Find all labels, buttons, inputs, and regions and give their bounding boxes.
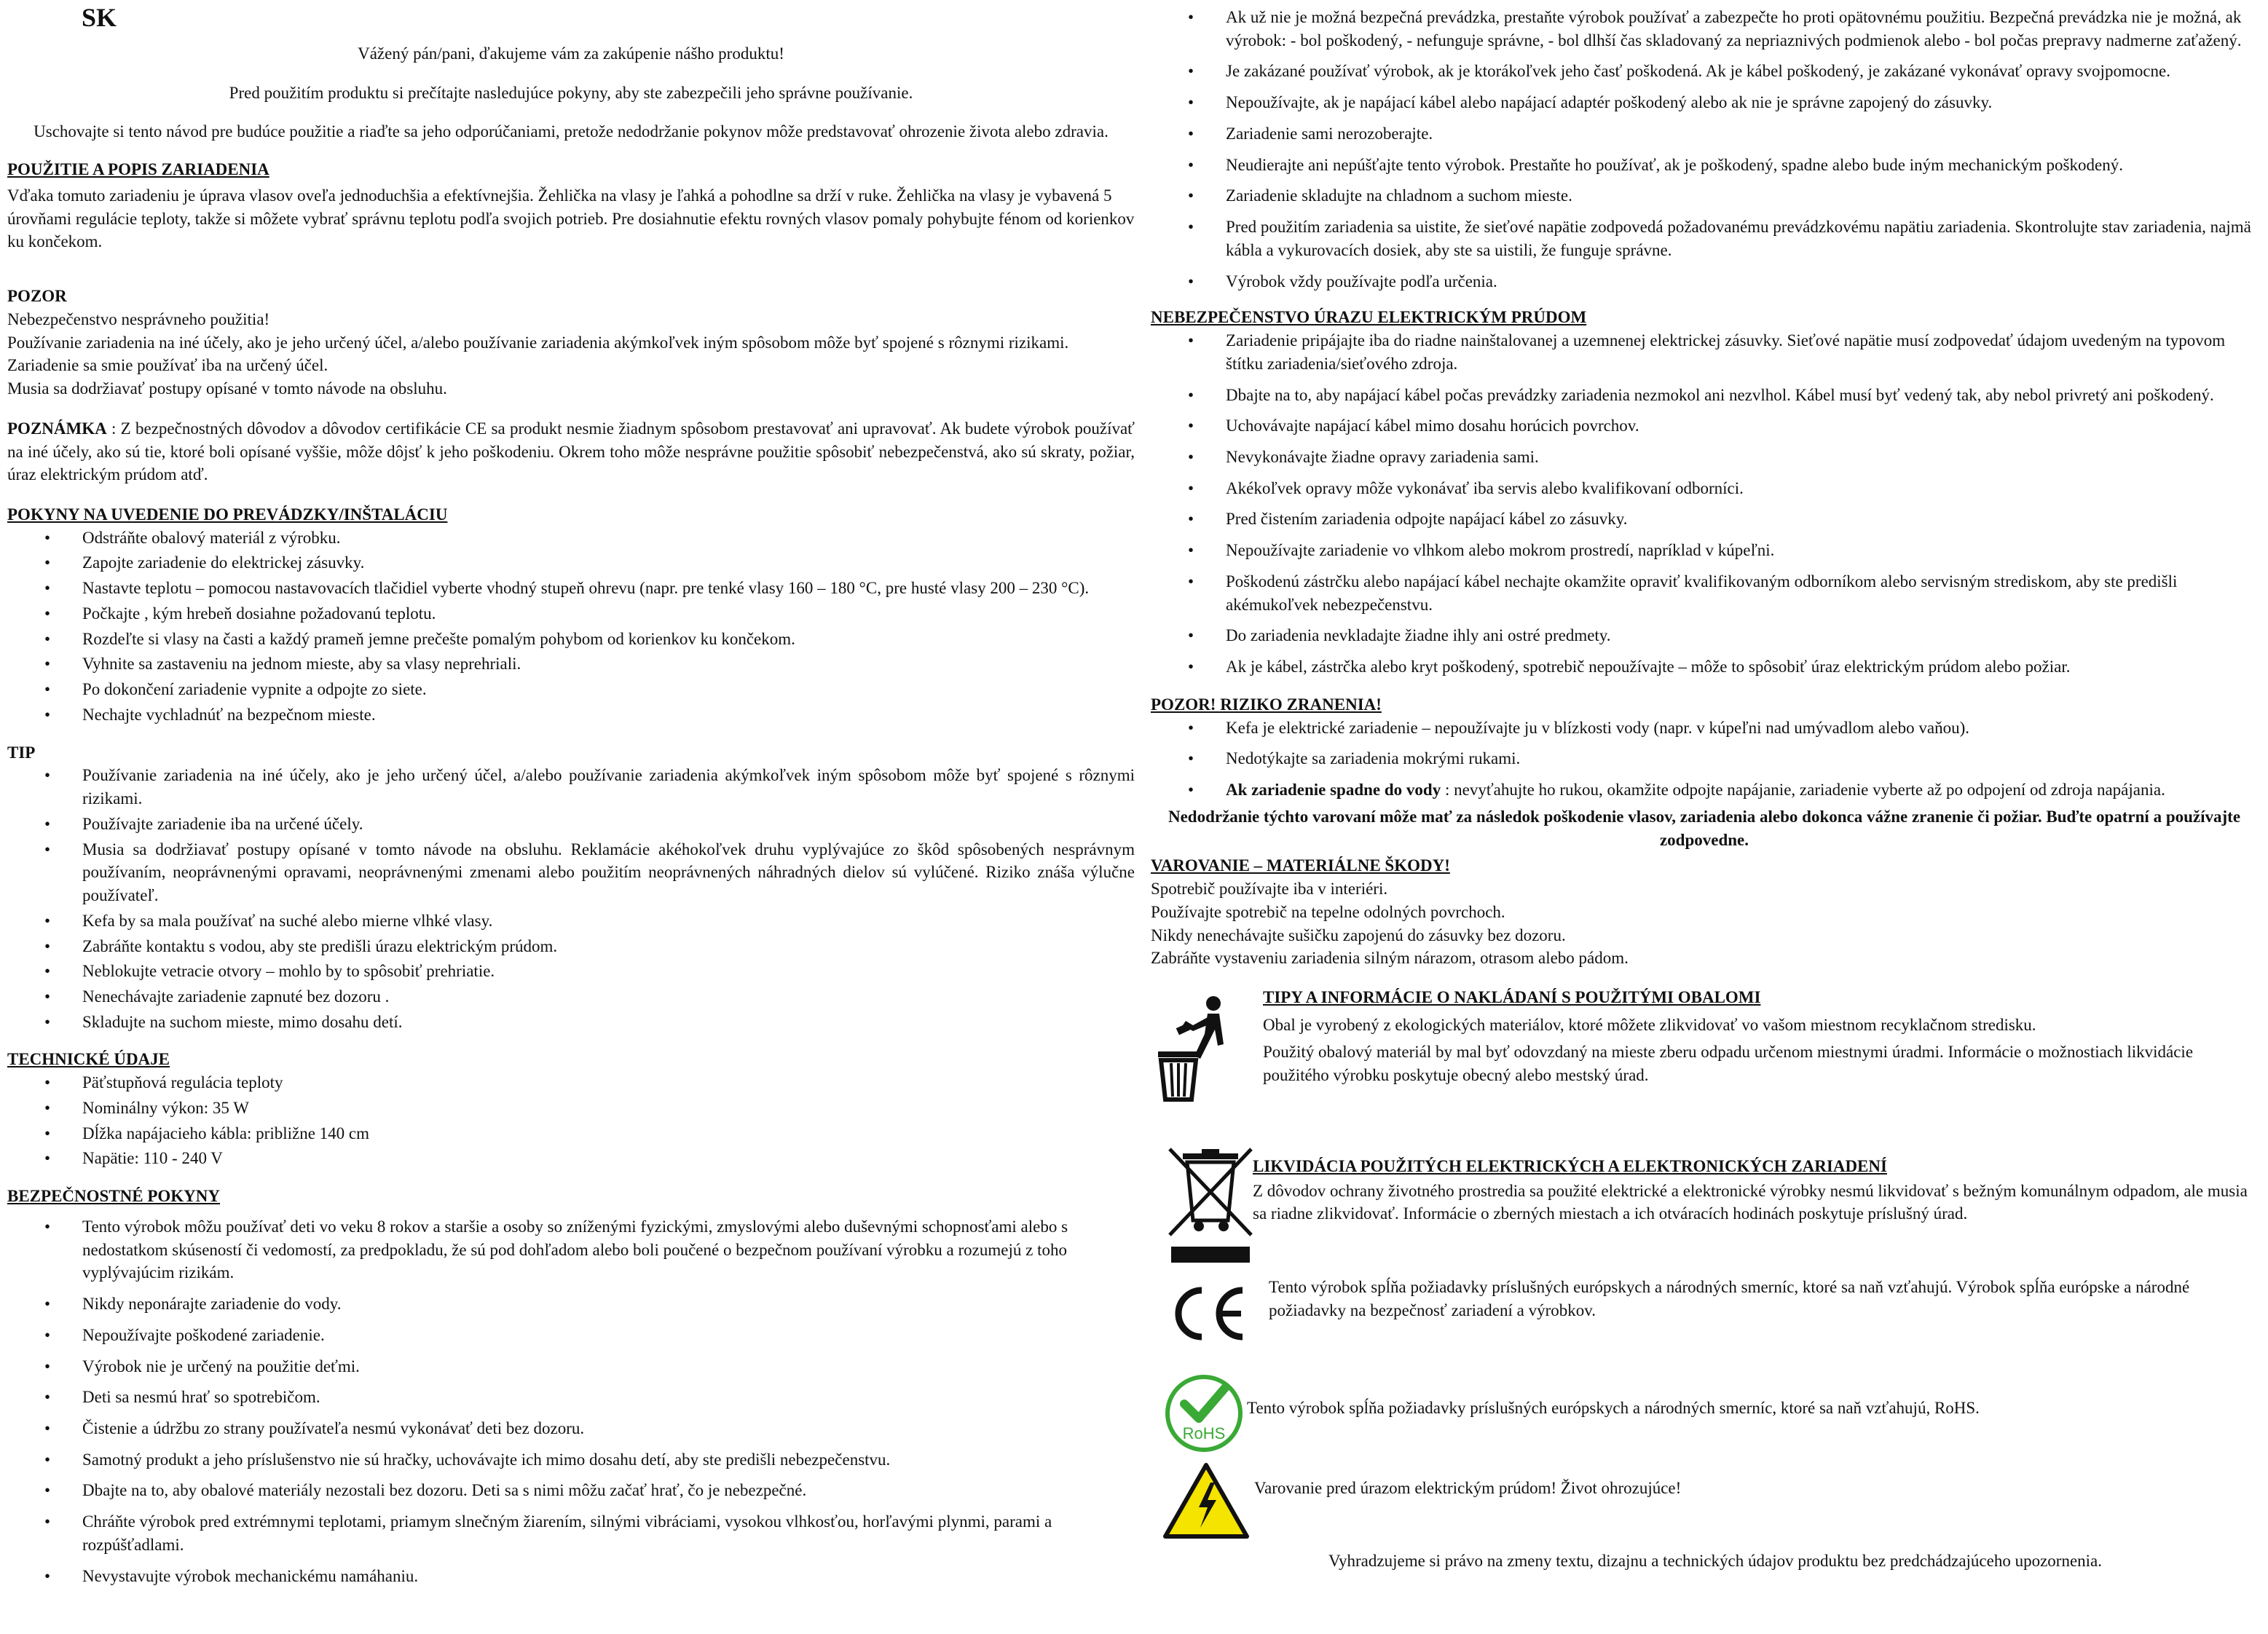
packaging-block	[1151, 986, 2258, 1139]
list-item: • Nepoužívajte, ak je napájací kábel alebo napájací adaptér poškodený alebo ak nie je správne zapojený do zásuvky.	[1226, 91, 2258, 114]
caution-line: Nebezpečenstvo nesprávneho použitia!	[7, 309, 270, 328]
list-item: • Zabráňte kontaktu s vodou, aby ste predišli úrazu elektrickým prúdom.	[82, 935, 1135, 958]
ce-text: Tento výrobok spĺňa požiadavky príslušných európskych a národných smerníc, ktoré sa naň vzťahujú. Výrobok spĺňa európske a národné požiadavky na bezpečnosť zariadení a výrobkov.	[1269, 1277, 2190, 1319]
material-line: Používajte spotrebič na tepelne odolných povrchoch.	[1151, 902, 1505, 921]
list-item: • Dbajte na to, aby obalové materiály nezostali bez dozoru. Deti sa s nimi môžu začať hrať, čo je nebezpečné.	[82, 1479, 1098, 1502]
material-line: Nikdy nenechávajte sušičku zapojenú do zásuvky bez dozoru.	[1151, 925, 1566, 944]
left-column	[7, 0, 1135, 1595]
list-item: • Ak už nie je možná bezpečná prevádzka, prestaňte výrobok používať a zabezpečte ho proti opätovnému použitiu. Bezpečná prevádzka nie je možná, ak výrobok: - bol poškodený, - nefunguje správne, - bol dlhší čas skladovaný za nepriaznivých podmienok alebo - bol počas prepravy nadmerne zaťažený.	[1226, 6, 2258, 52]
list-item: • Päťstupňová regulácia teploty	[82, 1071, 1135, 1094]
list-item: • Nikdy neponárajte zariadenie do vody.	[82, 1292, 1098, 1316]
list-item: • Používajte zariadenie iba na určené účely.	[82, 813, 1135, 836]
note-text: : Z bezpečnostných dôvodov a dôvodov certifikácie CE sa produkt nesmie žiadnym spôsobom prestavovať ani upravovať. Ak budete výrobok používať na iné účely, ako sú tie, ktoré boli opísané vyššie, môže dôjsť k jeho poškodeniu. Okrem toho môže nesprávne použitie spôsobiť nebezpečenstvá, ako sú skraty, požiar, úraz elektrickým prúdom atď.	[7, 419, 1135, 484]
note-paragraph	[7, 417, 1135, 486]
list-item: • Nedotýkajte sa zariadenia mokrými rukami.	[1226, 747, 2258, 770]
operation-heading: POKYNY NA UVEDENIE DO PREVÁDZKY/INŠTALÁCIU	[7, 505, 448, 524]
list-item: • Vyhnite sa zastaveniu na jednom mieste, aby sa vlasy neprehriali.	[82, 652, 1135, 676]
material-heading: VAROVANIE – MATERIÁLNE ŠKODY!	[1151, 856, 1450, 875]
list-item: • Nechajte vychladnúť na bezpečnom mieste.	[82, 703, 1135, 727]
fall-text: : nevyťahujte ho rukou, okamžite odpojte napájanie, zariadenie vyberte až po odpojení od zdroja napájania.	[1444, 781, 2165, 800]
list-item: • Neblokujte vetracie otvory – mohlo by to spôsobiť prehriatie.	[82, 960, 1135, 983]
packaging-heading: TIPY A INFORMÁCIE O NAKLÁDANÍ S POUŽITÝMI OBALOMI	[1263, 987, 1761, 1006]
operation-list	[7, 526, 1135, 727]
shock-text: Varovanie pred úrazom elektrickým prúdom! Život ohrozujúce!	[1254, 1478, 1682, 1497]
list-item: • Kefa je elektrické zariadenie – nepoužívajte ju v blízkosti vody (napr. v kúpeľni nad umývadlom alebo vaňou).	[1226, 717, 2258, 740]
list-item: • Nastavte teplotu – pomocou nastavovacích tlačidiel vyberte vhodný stupeň ohrevu (napr. pre tenké vlasy 160 – 180 °C, pre husté vlasy 200 – 230 °C).	[82, 577, 1135, 600]
greeting: Vážený pán/pani, ďakujeme vám za zakúpenie nášho produktu!	[358, 44, 784, 63]
note-label: POZNÁMKA	[7, 419, 107, 438]
right-column	[1151, 0, 2258, 1573]
list-item: • Nevystavujte výrobok mechanickému namáhaniu.	[82, 1565, 1098, 1588]
packaging-text	[1263, 986, 2253, 1087]
list-item: • Skladujte na suchom mieste, mimo dosahu detí.	[82, 1011, 1135, 1034]
rohs-badge-text: RoHS	[1182, 1424, 1226, 1442]
packaging-line: Použitý obalový materiál by mal byť odovzdaný na mieste zberu odpadu určenom miestnymi úradmi. Informácie o možnostiach likvidácie použitého výrobku poskytuje obecný alebo mestský úrad.	[1263, 1043, 2194, 1085]
safety-list	[7, 1215, 1135, 1588]
shock-block	[1151, 1461, 2258, 1548]
rohs-check-icon	[1164, 1373, 1244, 1453]
list-item: • Odstráňte obalový materiál z výrobku.	[82, 526, 1135, 550]
material-line: Zabráňte vystaveniu zariadenia silným nárazom, otrasom alebo pádom.	[1151, 949, 1629, 968]
list-item: • Pred použitím zariadenia sa uistite, že sieťové napätie zodpovedá požadovanému prevádzkovému napätiu zariadenia. Skontrolujte stav zariadenia, najmä kábla a vykurovacích dosiek, aby ste sa uistili, že funguje správne.	[1226, 216, 2258, 261]
material-line: Spotrebič používajte iba v interiéri.	[1151, 880, 1388, 899]
list-item: • Ak je kábel, zástrčka alebo kryt poškodený, spotrebič nepoužívajte – môže to spôsobiť úraz elektrickým prúdom alebo požiar.	[1226, 655, 2258, 679]
list-item: • Zapojte zariadenie do elektrickej zásuvky.	[82, 551, 1135, 575]
list-item: • Rozdeľte si vlasy na časti a každý prameň jemne prečešte pomalým pohybom od korienkov ku končekom.	[82, 628, 1135, 651]
list-item	[1226, 778, 2258, 802]
weee-block	[1151, 1148, 2258, 1271]
tech-list	[7, 1071, 1135, 1170]
injury-list	[1151, 717, 2258, 802]
fall-label: Ak zariadenie spadne do vody	[1226, 781, 1441, 800]
list-item: • Kefa by sa mala používať na suché alebo mierne vlhké vlasy.	[82, 909, 1135, 933]
list-item: • Napätie: 110 - 240 V	[82, 1147, 1135, 1170]
list-item: • Nenechávajte zariadenie zapnuté bez dozoru .	[82, 985, 1135, 1009]
caution-line: Musia sa dodržiavať postupy opísané v tomto návode na obsluhu.	[7, 379, 447, 398]
list-item: • Pred čistením zariadenia odpojte napájací kábel zo zásuvky.	[1226, 508, 2258, 531]
safety-continued-list	[1151, 6, 2258, 293]
list-item: • Dĺžka napájacieho kábla: približne 140 cm	[82, 1122, 1135, 1145]
list-item: • Tento výrobok môžu používať deti vo veku 8 rokov a staršie a osoby so zníženými fyzickými, zmyslovými alebo duševnými schopnosťami alebo s nedostatkom skúseností či vedomostí, za predpokladu, že sú pod dohľadom alebo boli poučené o bezpečnom používaní výrobku a rozumejú z toho vyplývajúcim rizikám.	[82, 1215, 1098, 1284]
weee-text-box	[1253, 1155, 2251, 1226]
list-item: • Deti sa nesmú hrať so spotrebičom.	[82, 1386, 1098, 1409]
tech-heading: TECHNICKÉ ÚDAJE	[7, 1050, 170, 1069]
caution-line: Zariadenie sa smie používať iba na určený účel.	[7, 356, 328, 375]
tip-heading: TIP	[7, 743, 36, 762]
list-item: • Poškodenú zástrčku alebo napájací kábel nechajte okamžite opraviť kvalifikovaným odborníkom alebo servisným strediskom, aby ste predišli akémukoľvek nebezpečenstvu.	[1226, 570, 2258, 616]
list-item: • Chráňte výrobok pred extrémnymi teplotami, priamym slnečným žiarením, silnými vibráciami, vysokou vlhkosťou, horľavými plynmi, parami a rozpúšťadlami.	[82, 1510, 1098, 1556]
list-item: • Samotný produkt a jeho príslušenstvo nie sú hračky, uchovávajte ich mimo dosahu detí, aby ste predišli nebezpečenstvu.	[82, 1448, 1098, 1472]
footer-disclaimer: Vyhradzujeme si právo na zmeny textu, dizajnu a technických údajov produktu bez predchádzajúceho upozornenia.	[1328, 1551, 2103, 1570]
list-item: • Je zakázané používať výrobok, ak je ktorákoľvek jeho časť poškodená. Ak je kábel poškodený, je zakázané vykonávať opravy svojpomocne.	[1226, 60, 2258, 83]
safety-heading: BEZPEČNOSTNÉ POKYNY	[7, 1187, 221, 1206]
lightning-warning-icon	[1161, 1461, 1251, 1541]
list-item: • Výrobok vždy používajte podľa určenia.	[1226, 270, 2258, 293]
list-item: • Čistenie a údržbu zo strany používateľa nesmú vykonávať deti bez dozoru.	[82, 1417, 1098, 1440]
list-item: • Musia sa dodržiavať postupy opísané v tomto návode na obsluhu. Reklamácie akéhokoľvek druhu vyplývajúce zo škôd spôsobených nesprávnym používaním, neoprávnenými opravami, neoprávnenými zmenami alebo použitím neoprávnených náhradných dielov sú vylúčené. Riziko znáša výlučne používateľ.	[82, 838, 1135, 907]
list-item: • Počkajte , kým hrebeň dosiahne požadovanú teplotu.	[82, 602, 1135, 625]
ce-mark-icon	[1167, 1284, 1247, 1343]
ce-block	[1151, 1276, 2258, 1370]
crossed-bin-icon	[1167, 1148, 1254, 1264]
keep-manual: Uschovajte si tento návod pre budúce použitie a riaďte sa jeho odporúčaniami, pretože nedodržanie pokynov môže predstavovať ohrozenie života alebo zdravia.	[34, 122, 1109, 141]
electric-heading: NEBEZPEČENSTVO ÚRAZU ELEKTRICKÝM PRÚDOM	[1151, 308, 1587, 327]
weee-heading: LIKVIDÁCIA POUŽITÝCH ELEKTRICKÝCH A ELEKTRONICKÝCH ZARIADENÍ	[1253, 1156, 1887, 1175]
list-item: • Používanie zariadenia na iné účely, ako je jeho určený účel, a/alebo používanie zariadenia akýmkoľvek iným spôsobom môže byť spojené s rôznymi rizikami.	[82, 764, 1135, 810]
list-item: • Nepoužívajte zariadenie vo vlhkom alebo mokrom prostredí, napríklad v kúpeľni.	[1226, 539, 2258, 562]
list-item: • Nepoužívajte poškodené zariadenie.	[82, 1324, 1098, 1347]
weee-text: Z dôvodov ochrany životného prostredia sa použité elektrické a elektronické výrobky nesmú likvidovať s bežným komunálnym odpadom, ale musia sa riadne zlikvidovať. Informácie o zberných miestach a ich otváracích hodinách poskytuje príslušný úrad.	[1253, 1181, 2248, 1223]
list-item: • Po dokončení zariadenie vypnite a odpojte zo siete.	[82, 678, 1135, 701]
list-item: • Neudierajte ani nepúšťajte tento výrobok. Prestaňte ho používať, ak je poškodený, spadne alebo bude iným mechanickým poškodený.	[1226, 154, 2258, 177]
injury-warning: Nedodržanie týchto varovaní môže mať za následok poškodenie vlasov, zariadenia alebo dokonca vážne zranenie či požiar. Buďte opatrní a používajte zodpovedne.	[1168, 807, 2241, 849]
rohs-block	[1151, 1373, 2258, 1461]
list-item: • Akékoľvek opravy môže vykonávať iba servis alebo kvalifikovaní odborníci.	[1226, 477, 2258, 500]
list-item: • Výrobok nie je určený na použitie deťmi.	[82, 1355, 1098, 1378]
list-item: • Zariadenie skladujte na chladnom a suchom mieste.	[1226, 184, 2258, 208]
list-item: • Uchovávajte napájací kábel mimo dosahu horúcich povrchov.	[1226, 414, 2258, 438]
list-item: • Dbajte na to, aby napájací kábel počas prevádzky zariadenia nezmokol ani nezvlhol. Kábel musí byť vedený tak, aby nebol privretý ani poškodený.	[1226, 384, 2258, 407]
list-item: • Nominálny výkon: 35 W	[82, 1097, 1135, 1120]
electric-list	[1151, 329, 2258, 679]
injury-heading: POZOR! RIZIKO ZRANENIA!	[1151, 695, 1382, 714]
usage-text: Vďaka tomuto zariadeniu je úprava vlasov oveľa jednoduchšia a efektívnejšia. Žehlička na vlasy je ľahká a pohodlne sa drží v ruke. Žehlička na vlasy je vybavená 5 úrovňami regulácie teploty, takže si môžete vybrať správnu teplotu podľa svojich potrieb. Pre dosiahnutie efektu rovných vlasov pomaly pohybujte fénom od korienkov ku končekom.	[7, 186, 1135, 251]
list-item: • Zariadenie pripájajte iba do riadne nainštalovanej a uzemnenej elektrickej zásuvky. Sieťové napätie musí zodpovedať údajom uvedeným na typovom štítku zariadenia/sieťového zdroja.	[1226, 329, 2258, 375]
packaging-line: Obal je vyrobený z ekologických materiálov, ktoré môžete zlikvidovať vo vašom miestnom recyklačnom stredisku.	[1263, 1015, 2036, 1034]
list-item: • Nevykonávajte žiadne opravy zariadenia sami.	[1226, 446, 2258, 469]
list-item: • Zariadenie sami nerozoberajte.	[1226, 122, 2258, 146]
caution-line: Používanie zariadenia na iné účely, ako je jeho určený účel, a/alebo používanie zariadenia akýmkoľvek iným spôsobom môže byť spojené s rôznymi rizikami.	[7, 333, 1069, 352]
list-item: • Do zariadenia nevkladajte žiadne ihly ani ostré predmety.	[1226, 624, 2258, 647]
read-first: Pred použitím produktu si prečítajte nasledujúce pokyny, aby ste zabezpečili jeho správne používanie.	[229, 83, 913, 102]
usage-heading: POUŽITIE A POPIS ZARIADENIA	[7, 160, 269, 179]
trash-person-icon	[1157, 993, 1244, 1102]
caution-heading: POZOR	[7, 287, 67, 306]
language-code: SK	[82, 3, 117, 32]
rohs-text: Tento výrobok spĺňa požiadavky príslušných európskych a národných smerníc, ktoré sa naň vzťahujú, RoHS.	[1247, 1398, 1980, 1417]
tip-list	[7, 764, 1135, 1033]
